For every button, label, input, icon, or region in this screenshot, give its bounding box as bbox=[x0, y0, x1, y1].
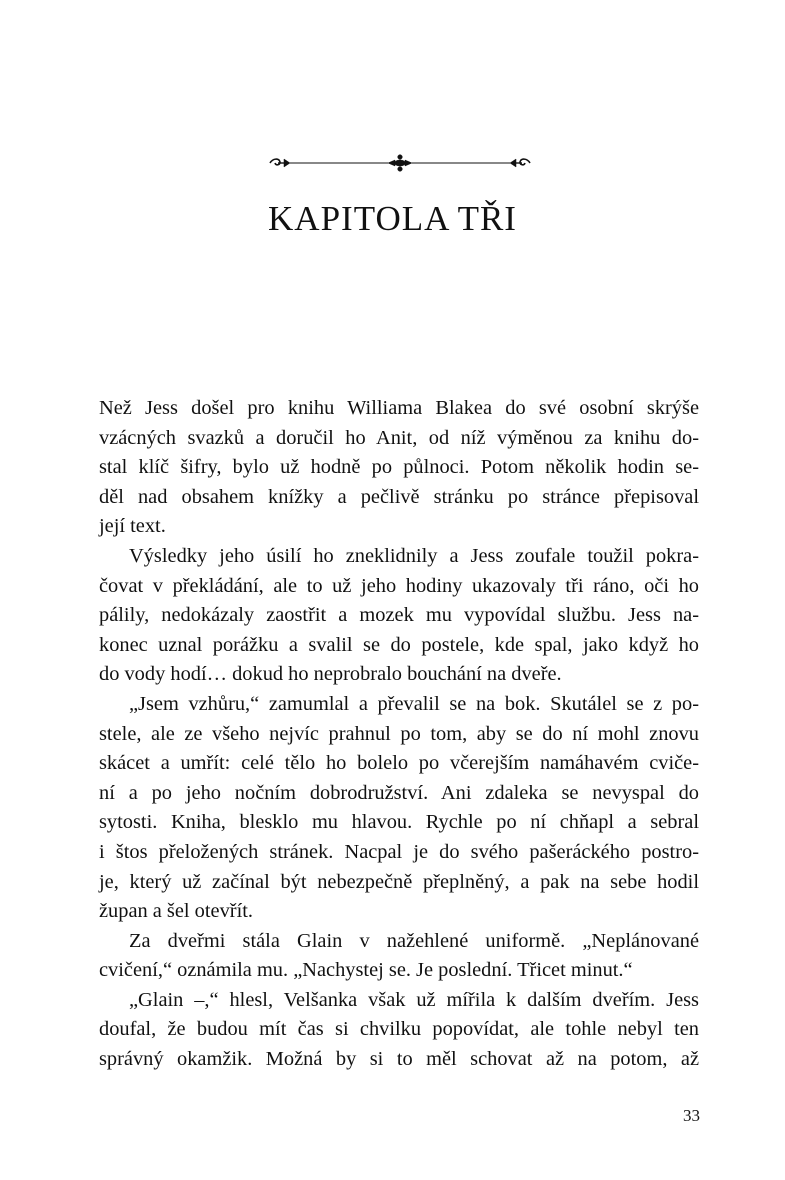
text-line: skácet a umřít: celé tělo ho bolelo po včerejším namáhavém cviče- bbox=[99, 752, 699, 775]
text-line: Za dveřmi stála Glain v nažehlené uniformě. „Neplánované bbox=[129, 929, 699, 952]
text-line: její text. bbox=[99, 515, 166, 538]
text-line: cvičení,“ oznámila mu. „Nachystej se. Je poslední. Třicet minut.“ bbox=[99, 959, 633, 982]
text-line: župan a šel otevřít. bbox=[99, 900, 254, 923]
text-line: sytosti. Kniha, blesklo mu hlavou. Rychle po ní chňapl a sebral bbox=[99, 811, 699, 834]
text-line: stal klíč šifry, bylo už hodně po půlnoci. Potom několik hodin se- bbox=[99, 456, 699, 479]
text-line: Než Jess došel pro knihu Williama Blakea do své osobní skrýše bbox=[99, 397, 699, 419]
text-line: vzácných svazků a doručil ho Anit, od níž výměnou za knihu do- bbox=[99, 426, 699, 449]
text-line: Výsledky jeho úsilí ho zneklidnily a Jess zoufale toužil pokra- bbox=[129, 544, 699, 567]
text-line: děl nad obsahem knížky a pečlivě stránku po stránce přepisoval bbox=[99, 485, 699, 508]
text-line: i štos přeložených stránek. Nacpal je do svého pašeráckého postro- bbox=[99, 840, 699, 863]
body-text bbox=[99, 394, 699, 1075]
chapter-ornament bbox=[268, 152, 532, 174]
text-line: správný okamžik. Možná by si to měl schovat až na potom, až bbox=[99, 1048, 699, 1071]
text-line: stele, ale ze všeho nejvíc prahnul po tom, aby se do ní mohl znovu bbox=[99, 722, 699, 745]
chapter-title: KAPITOLA TŘI bbox=[268, 199, 517, 238]
text-line: „Glain –,“ hlesl, Velšanka však už mířila k dalším dveřím. Jess bbox=[129, 988, 699, 1011]
text-line: do vody hodí… dokud ho neprobralo bouchání na dveře. bbox=[99, 663, 562, 686]
text-line: konec uznal porážku a svalil se do postele, kde spal, jako když ho bbox=[99, 633, 699, 656]
text-line: doufal, že budou mít čas si chvilku popovídat, ale tohle nebyl ten bbox=[99, 1018, 699, 1041]
text-line: pálily, nedokázaly zaostřit a mozek mu vypovídal službu. Jess na- bbox=[99, 604, 699, 627]
text-line: „Jsem vzhůru,“ zamumlal a převalil se na bok. Skutálel se z po- bbox=[129, 692, 699, 715]
text-line: čovat v překládání, ale to už jeho hodiny ukazovaly tři ráno, oči ho bbox=[99, 574, 699, 597]
text-line: je, který už začínal být nebezpečně přeplněný, a pak na sebe hodil bbox=[99, 870, 699, 893]
page-number: 33 bbox=[683, 1106, 700, 1125]
text-line: ní a po jeho nočním dobrodružství. Ani zdaleka se nevyspal do bbox=[99, 781, 699, 804]
